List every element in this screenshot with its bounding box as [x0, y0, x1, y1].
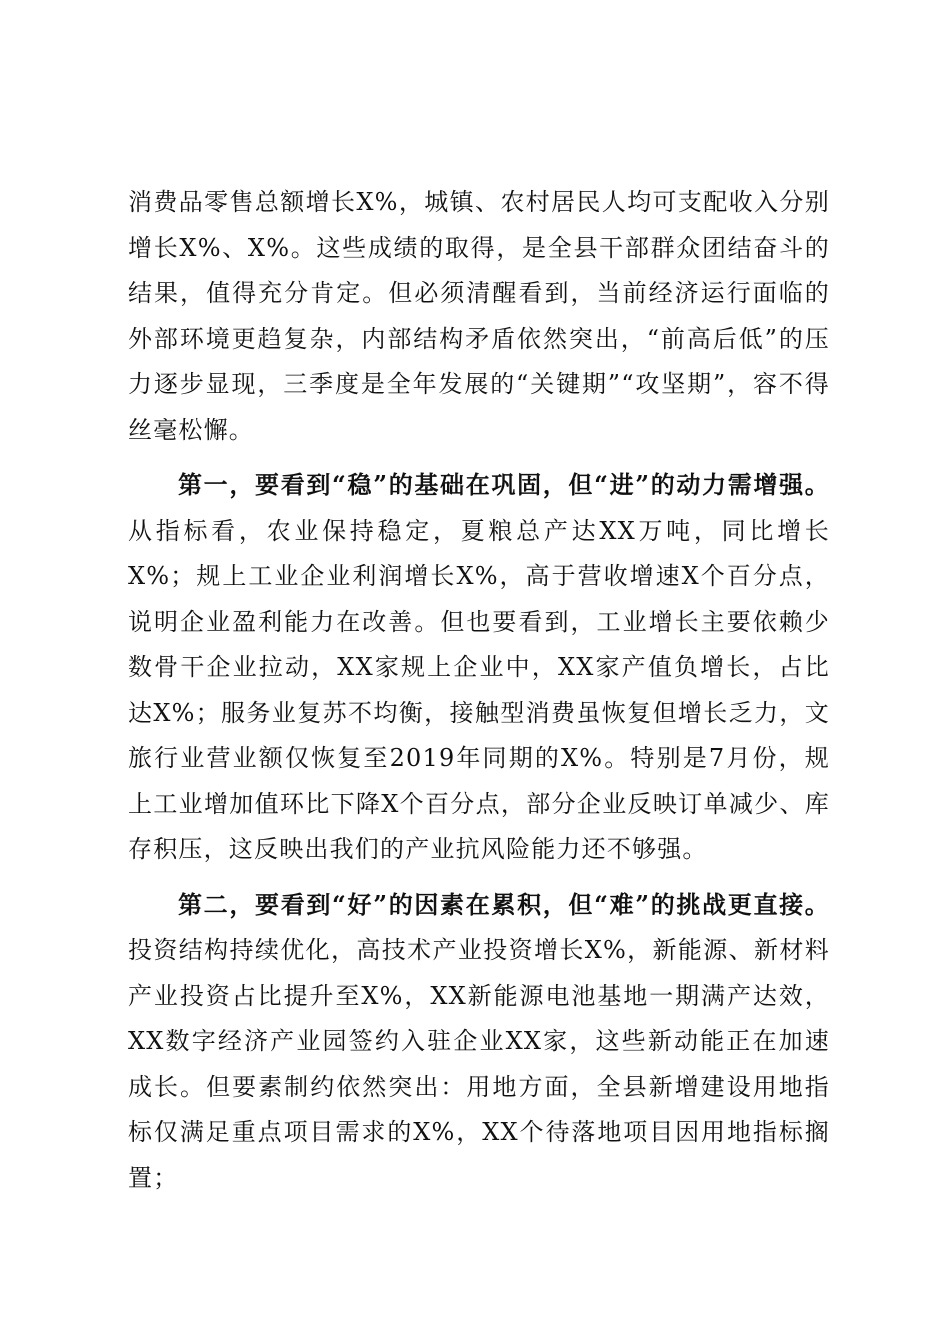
paragraph-2-text: 从指标看，农业保持稳定，夏粮总产达XX万吨，同比增长X%；规上工业企业利润增长X%，高于营收增速X个百分点，说明企业盈利能力在改善。但也要看到，工业增长主要依赖少数骨干企业拉动，XX家规上企业中，XX家产值负增长，占比达X%；服务业复苏不均衡，接触型消费虽恢复但增长乏力，文旅行业营业额仅恢复至2019年同期的X%。特别是7月份，规上工业增加值环比下降X个百分点，部分企业反映订单减少、库存积压，这反映出我们的产业抗风险能力还不够强。: [128, 516, 830, 863]
paragraph-3-text: 投资结构持续优化，高技术产业投资增长X%，新能源、新材料产业投资占比提升至X%，XX新能源电池基地一期满产达效，XX数字经济产业园签约入驻企业XX家，这些新动能正在加速成长。但要素制约依然突出：用地方面，全县新增建设用地指标仅满足重点项目需求的X%，XX个待落地项目因用地指标搁置；: [128, 936, 830, 1192]
paragraph-2-heading: 第一，要看到“稳”的基础在巩固，但“进”的动力需增强。: [178, 470, 830, 499]
paragraph-3: [128, 882, 830, 1202]
paragraph-1: [128, 180, 830, 453]
paragraph-2: [128, 462, 830, 873]
document-body: [128, 180, 830, 1210]
paragraph-3-heading: 第二，要看到“好”的因素在累积，但“难”的挑战更直接。: [178, 889, 830, 919]
paragraph-1-text: 消费品零售总额增长X%，城镇、农村居民人均可支配收入分别增长X%、X%。这些成绩的取得，是全县干部群众团结奋斗的结果，值得充分肯定。但必须清醒看到，当前经济运行面临的外部环境更趋复杂，内部结构矛盾依然突出，“前高后低”的压力逐步显现，三季度是全年发展的“关键期”“攻坚期”，容不得丝毫松懈。: [128, 188, 830, 444]
